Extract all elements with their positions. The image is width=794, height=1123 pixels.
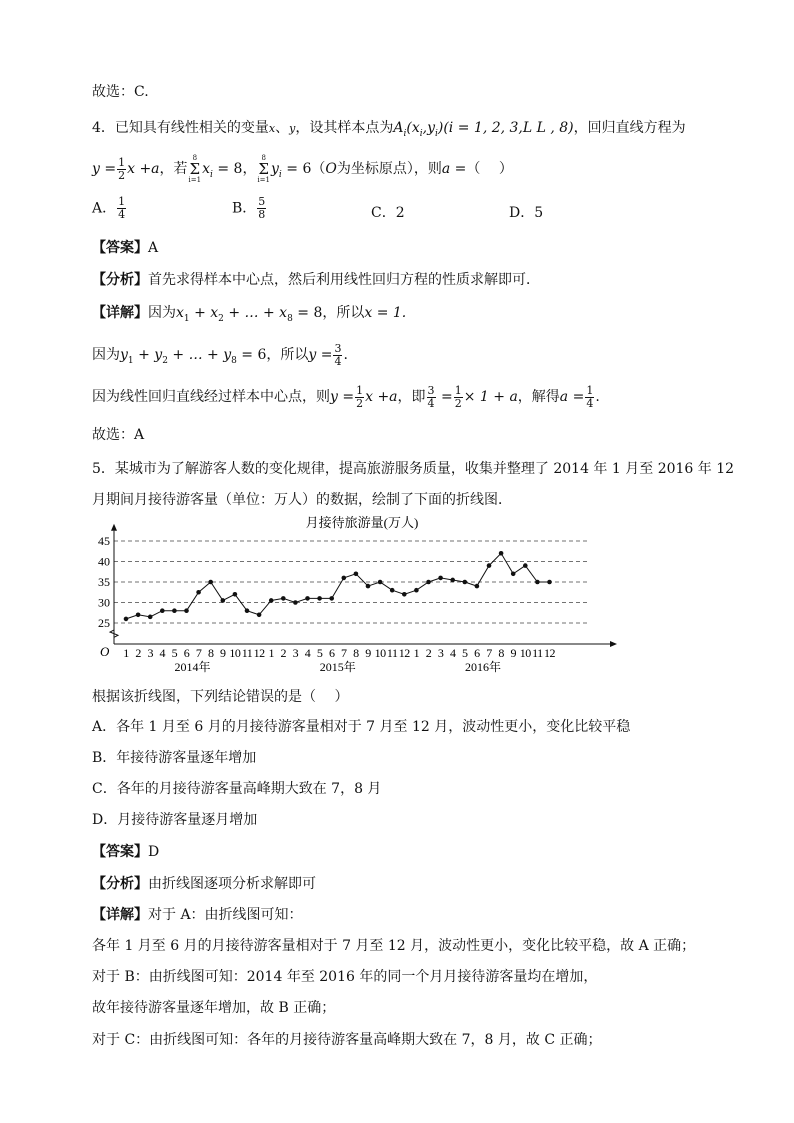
q5-analysis: 【分析】由折线图逐项分析求解即可: [92, 876, 316, 892]
data-point: [499, 551, 504, 556]
x-tick-label: 6: [474, 646, 480, 660]
data-point: [233, 592, 238, 597]
data-point: [257, 613, 262, 618]
data-point: [317, 596, 322, 601]
y-tick-label: 25: [98, 616, 110, 630]
data-point: [269, 598, 274, 603]
data-point: [245, 608, 250, 613]
q5-stem-line-2: 月期间月接待游客量（单位：万人）的数据，绘制了下面的折线图．: [92, 492, 512, 508]
q4-option-c: C．2: [371, 205, 405, 221]
data-point: [511, 572, 516, 577]
x-tick-label: 3: [292, 646, 299, 660]
x-tick-label: 1: [123, 646, 129, 660]
x-tick-label: 4: [449, 646, 456, 660]
q5-answer: 【答案】D: [92, 844, 160, 860]
line-chart: [92, 510, 622, 680]
x-axis-arrow: [610, 641, 617, 647]
x-tick-label: 12: [253, 646, 265, 660]
q5-detail-3: 对于 B：由折线图可知：2014 年至 2016 年的同一个月月接待游客量均在增加，: [92, 969, 598, 985]
x-tick-label: 5: [171, 646, 178, 660]
data-point: [305, 596, 310, 601]
q4-conclusion: 故选：A: [92, 427, 145, 443]
x-tick-label: 9: [220, 646, 226, 660]
data-point: [354, 572, 359, 577]
data-point: [148, 615, 153, 620]
q5-option-a: A．各年 1 月至 6 月的月接待游客量相对于 7 月至 12 月，波动性更小，变化比较平稳: [92, 719, 631, 735]
x-tick-label: 3: [437, 646, 444, 660]
data-point: [450, 578, 455, 583]
sigma-symbol: 8 Σ i=1: [188, 154, 202, 184]
q4-answer: 【答案】A: [92, 240, 159, 256]
q4-stem-line-2: y = $\frac{1}{2}$ x +a，若 8 Σ i=1 $x_i = 8$， 8 Σ i=1 $y_i = 6(O$为坐标原点），则a =（ ）: [92, 154, 513, 184]
x-tick-label: 5: [462, 646, 468, 660]
data-point: [184, 608, 189, 613]
data-point: [547, 580, 552, 585]
data-point: [390, 588, 395, 593]
q5-detail-4: 故年接待游客量逐年增加，故 B 正确；: [92, 1000, 336, 1016]
data-point: [402, 592, 407, 597]
data-point: [329, 596, 334, 601]
data-point: [208, 580, 213, 585]
q5-detail-5: 对于 C：由折线图可知：各年的月接待游客量高峰期大致在 7，8 月，故 C 正确；: [92, 1032, 602, 1048]
x-tick-label: 11: [532, 646, 543, 660]
data-point: [535, 580, 540, 585]
q5-detail-1: 【详解】对于 A：由折线图可知：: [92, 907, 303, 923]
x-tick-label: 7: [341, 646, 347, 660]
data-point: [124, 617, 129, 622]
data-point: [281, 596, 286, 601]
origin-label: O: [100, 644, 110, 659]
y-tick-label: 30: [98, 595, 110, 610]
x-tick-label: 1: [413, 646, 420, 660]
q5-option-d: D．月接待游客量逐月增加: [92, 812, 258, 828]
x-tick-label: 12: [544, 646, 555, 660]
data-point: [426, 580, 431, 585]
x-tick-label: 10: [519, 646, 531, 660]
data-point: [378, 580, 383, 585]
y-tick-label: 40: [98, 554, 110, 569]
data-point: [475, 584, 480, 589]
q4-analysis: 【分析】首先求得样本中心点，然后利用线性回归方程的性质求解即可．: [92, 272, 540, 288]
x-tick-label: 6: [328, 646, 335, 660]
x-tick-label: 12: [398, 646, 410, 660]
x-tick-label: 2: [280, 646, 287, 660]
year-label: 2016年: [464, 660, 501, 674]
data-point: [221, 598, 226, 603]
q4-detail-2: 因为$y_1 + y_2$ + … + $y_8 = 6$，所以y = $\frac{3}{4}$ .: [92, 341, 348, 368]
x-tick-label: 6: [183, 646, 190, 660]
q4-option-b: B． $\frac{5}{8}$: [232, 195, 266, 221]
x-tick-label: 2: [135, 646, 141, 660]
q5-option-b: B．年接待游客量逐年增加: [92, 750, 257, 766]
x-tick-label: 7: [486, 646, 492, 660]
data-point: [196, 590, 201, 595]
x-tick-label: 10: [374, 646, 386, 660]
data-point: [136, 613, 141, 618]
series-line: [126, 553, 550, 619]
x-tick-label: 8: [353, 646, 359, 660]
x-tick-label: 9: [365, 646, 371, 660]
data-point: [523, 563, 528, 568]
x-tick-label: 5: [316, 646, 323, 660]
q5-option-c: C．各年的月接待游客量高峰期大致在 7，8 月: [92, 781, 382, 797]
y-axis-arrow: [111, 524, 117, 531]
x-tick-label: 7: [195, 646, 202, 660]
q5-detail-2: 各年 1 月至 6 月的月接待游客量相对于 7 月至 12 月，波动性更小，变化比较平稳，故 A 正确；: [92, 938, 696, 954]
data-point: [342, 576, 347, 581]
q4-detail-3: 因为线性回归直线经过样本中心点，则y = $\frac{1}{2}$ x +a，即 $\frac{3}{4}$ = $\frac{1}{2}$ × 1 + a，解得a = $\frac{1}{4}$ .: [92, 383, 600, 410]
data-point: [160, 608, 165, 613]
x-tick-label: 4: [304, 646, 311, 660]
x-tick-label: 10: [229, 646, 241, 660]
data-point: [293, 600, 298, 605]
q5-question: 根据该折线图，下列结论错误的是（ ）: [92, 689, 349, 705]
q4-stem-line-1: 4．已知具有线性相关的变量x、y，设其样本点为$A_i(x_i,y_i)(i = 1$, 2, 3,L L , 8)，回归直线方程为: [92, 120, 686, 139]
data-point: [487, 563, 492, 568]
q4-option-d: D．5: [509, 205, 544, 221]
year-label: 2014年: [174, 660, 211, 674]
chart-title: 月接待旅游量(万人): [305, 515, 419, 530]
previous-answer-line: 故选：C.: [92, 84, 149, 100]
y-tick-label: 45: [98, 534, 110, 548]
q4-detail-1: 【详解】因为$x_1 + x_2$ + … + $x_8 = 8$，所以x = 1.: [92, 305, 407, 324]
q4-option-a: A． $\frac{1}{4}$: [92, 195, 126, 221]
year-label: 2015年: [319, 660, 356, 674]
data-point: [463, 580, 468, 585]
y-axis: [110, 531, 118, 644]
y-tick-label: 35: [98, 575, 110, 589]
data-point: [366, 584, 371, 589]
x-tick-label: 9: [510, 646, 516, 660]
x-tick-label: 11: [241, 646, 253, 660]
data-point: [172, 608, 177, 613]
data-point: [414, 588, 419, 593]
x-tick-label: 8: [498, 646, 504, 660]
x-tick-label: 4: [159, 646, 166, 660]
x-tick-label: 8: [207, 646, 214, 660]
q5-stem-line-1: 5．某城市为了解游客人数的变化规律，提高旅游服务质量，收集并整理了 2014 年 1 月至 2016 年 12: [92, 461, 735, 477]
data-point: [438, 576, 443, 581]
x-tick-label: 3: [147, 646, 153, 660]
x-tick-label: 1: [268, 646, 274, 660]
x-tick-label: 2: [425, 646, 432, 660]
x-tick-label: 11: [386, 646, 398, 660]
